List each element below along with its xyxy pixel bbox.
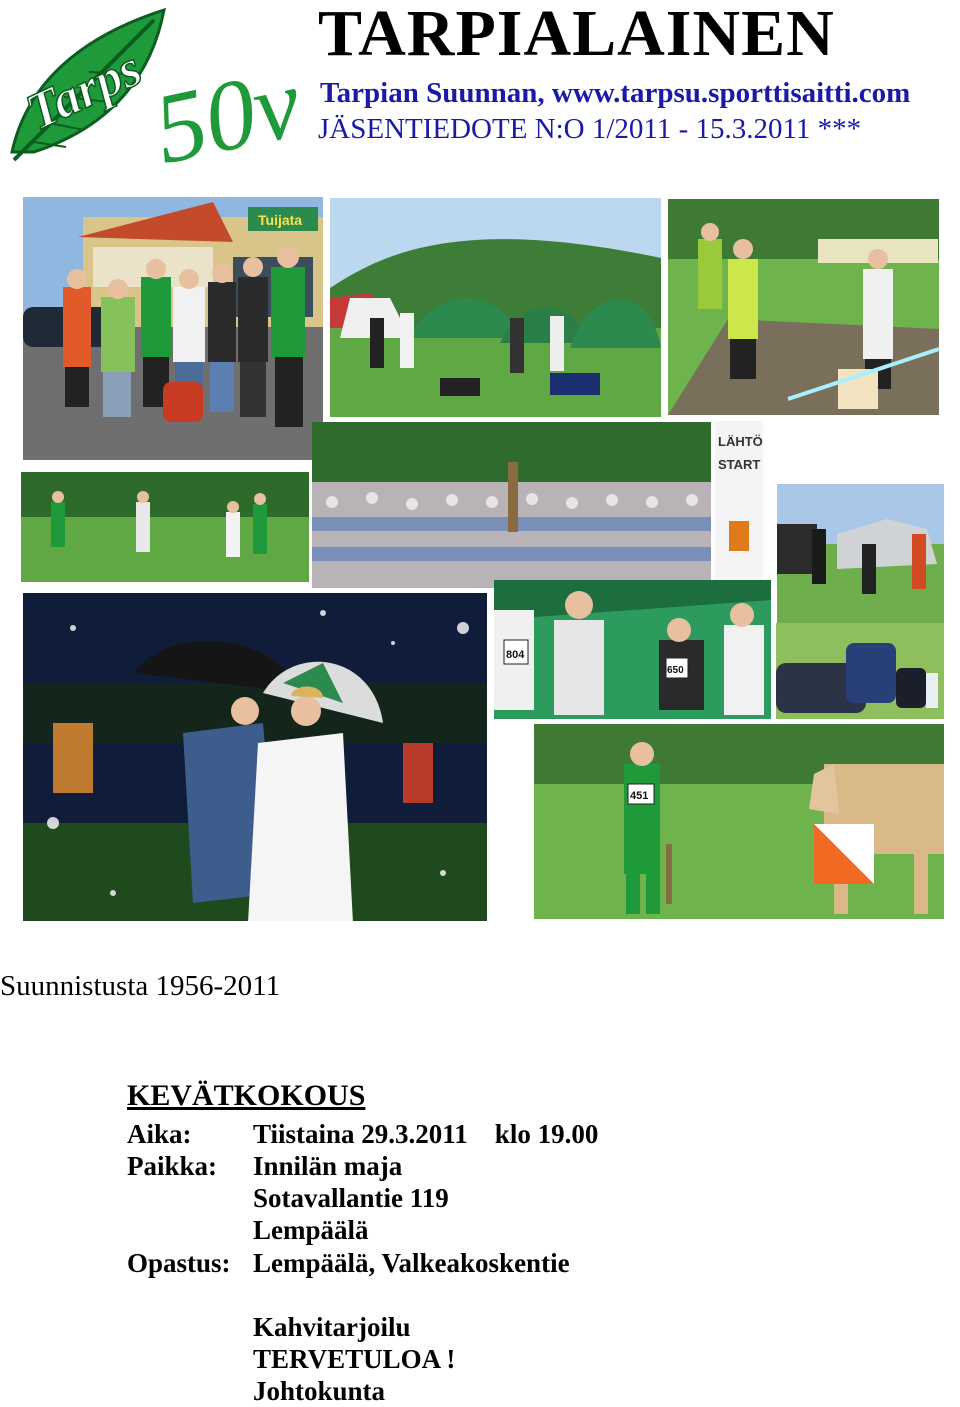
directions-label: Opastus: (127, 1248, 231, 1278)
photo-group-at-shop (23, 197, 323, 460)
photo-start-banner (715, 421, 763, 579)
photo-start-crowd (312, 422, 711, 588)
photo-runners-path (668, 199, 939, 415)
newsletter-title: TARPIALAINEN (318, 0, 835, 70)
place-line-3: Lempäälä (253, 1215, 369, 1245)
photo-rainy-night (23, 593, 487, 921)
shop-sign-text: Tuijata (258, 212, 303, 228)
logo-club-text: Tarps (17, 39, 151, 142)
time-label: Aika: (127, 1119, 192, 1149)
logo-anniversary-text: 50v (145, 46, 304, 167)
photo-parking-area (777, 484, 944, 625)
start-sign-line1: LÄHTÖ (718, 434, 763, 449)
photo-event-tents (330, 198, 661, 417)
note-coffee: Kahvitarjoilu (253, 1312, 411, 1342)
note-welcome: TERVETULOA ! (253, 1344, 456, 1374)
club-logo (4, 2, 304, 167)
place-label: Paikka: (127, 1151, 218, 1181)
club-website-line: Tarpian Suunnan, www.tarpsu.sporttisaitti.com (320, 77, 911, 109)
bib-number-2: 650 (667, 665, 684, 676)
start-sign-line2: START (718, 457, 761, 472)
bib-number-3: 451 (630, 790, 649, 802)
issue-info: JÄSENTIEDOTE N:O 1/2011 - 15.3.2011 *** (318, 113, 862, 145)
photo-green-tent (494, 580, 771, 719)
photo-runner-and-wooden-cow (534, 724, 944, 919)
meeting-heading: KEVÄTKOKOUS (127, 1079, 366, 1112)
photo-meadow-runners (21, 472, 309, 582)
club-tagline: Suunnistusta 1956-2011 (0, 970, 281, 1002)
bib-number-1: 804 (506, 649, 525, 661)
place-line-1: Innilän maja (253, 1151, 403, 1181)
directions-value: Lempäälä, Valkeakoskentie (253, 1248, 570, 1278)
time-value: Tiistaina 29.3.2011 klo 19.00 (253, 1119, 599, 1149)
photo-bags-on-grass (776, 623, 944, 719)
leaf-logo-icon (4, 2, 304, 167)
note-signature: Johtokunta (253, 1376, 386, 1406)
place-line-2: Sotavallantie 119 (253, 1183, 449, 1213)
